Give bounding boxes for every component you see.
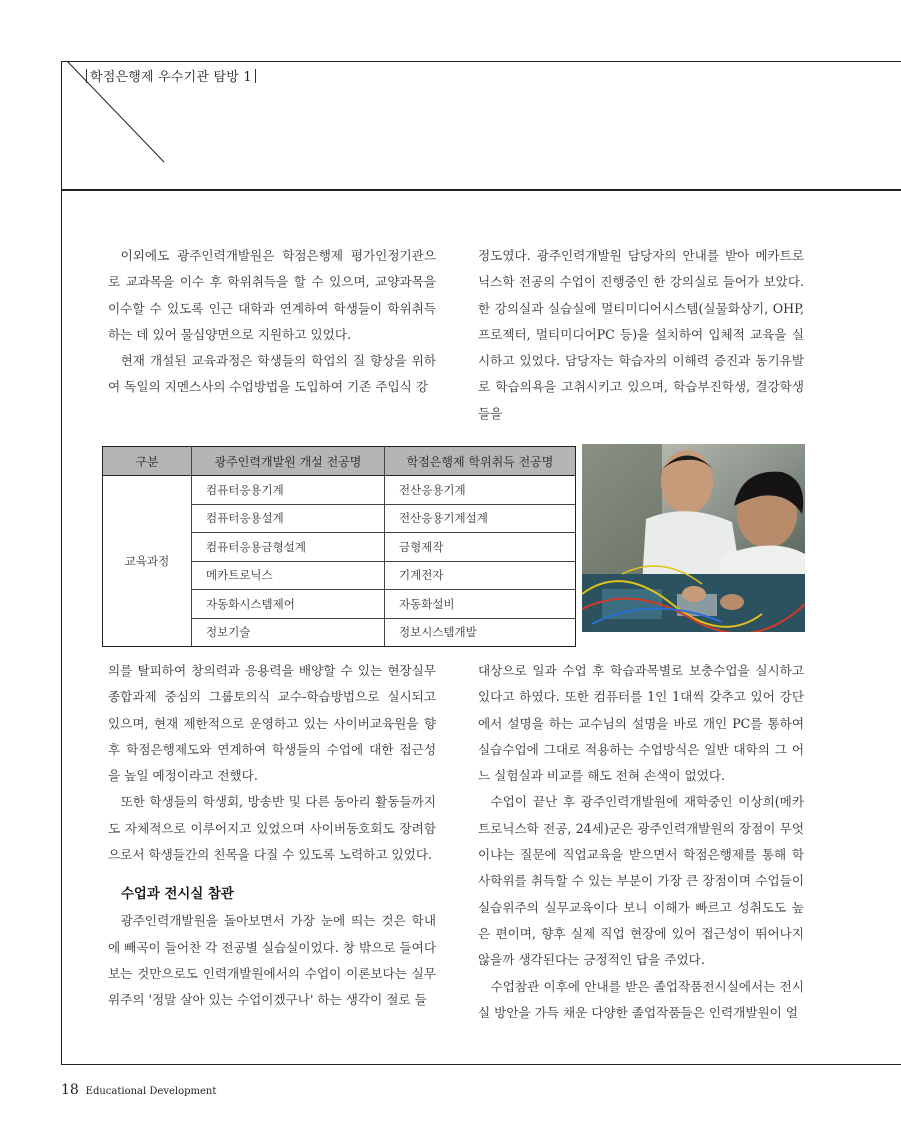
table-cell: 정보기술 xyxy=(192,618,385,647)
page-footer xyxy=(61,1082,216,1098)
table-cell: 기계전자 xyxy=(385,561,576,590)
table-cell: 컴퓨터응용설계 xyxy=(192,504,385,533)
column-bottom-right xyxy=(478,658,804,1026)
table-header-row xyxy=(103,447,576,476)
paragraph: 수업참관 이후에 안내를 받은 졸업작품전시실에서는 전시실 방안을 가득 채운 다양한 졸업작품들은 인력개발원이 얼 xyxy=(478,978,804,1020)
paragraph: 현재 개설된 교육과정은 학생들의 학업의 질 향상을 위하여 독일의 지멘스사의 수업방법을 도입하여 기존 주입식 강 xyxy=(108,353,436,395)
table-cell: 전산응용기계 xyxy=(385,476,576,505)
paragraph: 의를 탈피하여 창의력과 응용력을 배양할 수 있는 현장실무 종합과제 중심의 그룹토의식 교수-학습방법으로 실시되고 있으며, 현재 제한적으로 운영하고 있는 사이버교육원을 향후 학점은행제도와 연계하여 학생들의 수업에 대한 접근성을 높일 예정이라고 전했다. xyxy=(108,663,436,784)
section-title-text: 학점은행제 우수기관 탐방 1 xyxy=(90,70,252,85)
magazine-name: Educational Development xyxy=(85,1086,217,1097)
classroom-photo xyxy=(582,444,805,632)
column-bottom-left xyxy=(108,658,436,1014)
table-header-degree-major: 학점은행제 학위취득 전공명 xyxy=(385,447,576,476)
subheading: 수업과 전시실 참관 xyxy=(121,887,234,903)
table-cell: 메카트로닉스 xyxy=(192,561,385,590)
paragraph: 이외에도 광주인력개발원은 학점은행제 평가인정기관으로 교과목을 이수 후 학위취득을 할 수 있으며, 교양과목을 이수할 수 있도록 인근 대학과 연계하여 학생들이 학위취득하는 데 있어 물심양면으로 지원하고 있었다. xyxy=(108,248,436,342)
table-cell: 정보시스템개발 xyxy=(385,618,576,647)
header-divider xyxy=(61,189,901,191)
title-bar-right xyxy=(255,69,256,83)
table-cell: 자동화시스템제어 xyxy=(192,590,385,619)
column-top-right xyxy=(478,243,804,427)
paragraph: 정도였다. 광주인력개발원 담당자의 안내를 받아 메카트로닉스학 전공의 수업이 진행중인 한 강의실로 들어가 보았다. 한 강의실과 실습실에 멀티미디어시스템(실물화상기, OHP, 프로젝터, 멀티미디어PC 등)을 설치하여 입체적 교육을 실시하고 있었다. 담당자는 학습자의 이해력 증진과 동기유발로 학습의욕을 고취시키고 있으며, 학습부진학생, 결강학생들을 xyxy=(478,248,804,421)
paragraph: 또한 학생들의 학생회, 방송반 및 다른 동아리 활동들까지도 자체적으로 이루어지고 있었으며 사이버동호회도 장려함으로서 학생들간의 친목을 다질 수 있도록 노력하고 있었다. xyxy=(108,794,436,863)
section-title xyxy=(83,66,259,85)
course-table xyxy=(102,446,576,647)
paragraph: 광주인력개발원을 돌아보면서 가장 눈에 띄는 것은 학내에 빼곡이 들어찬 각 전공별 실습실이었다. 창 밖으로 들여다보는 것만으로도 인력개발원에서의 수업이 이론보다는 실무위주의 '정말 살아 있는 수업이겠구나' 하는 생각이 절로 들 xyxy=(108,913,437,1008)
table-header-institute-major: 광주인력개발원 개설 전공명 xyxy=(192,447,385,476)
table-row xyxy=(103,476,576,505)
table-cell: 전산응용기계설계 xyxy=(385,504,576,533)
table-cell: 컴퓨터응용기계 xyxy=(192,476,385,505)
table-header-category: 구분 xyxy=(103,447,192,476)
paragraph: 수업이 끝난 후 광주인력개발원에 재학중인 이상희(메카트로닉스학 전공, 24세)군은 광주인력개발원의 장점이 무엇이냐는 질문에 직업교육을 받으면서 학점은행제를 통해 학사학위를 취득할 수 있는 부분이 가장 큰 장점이며 수업들이 실습위주의 실무교육이다 보니 이해가 빠르고 성취도도 높은 편이며, 향후 실제 직업 현장에 있어 접근성이 뛰어나지 않을까 생각된다는 긍정적인 답을 주었다. xyxy=(478,794,804,968)
table-category-cell: 교육과정 xyxy=(103,476,192,647)
table-cell: 자동화설비 xyxy=(385,590,576,619)
page-number: 18 xyxy=(61,1082,79,1098)
spacer xyxy=(108,868,436,882)
table-cell: 금형제작 xyxy=(385,533,576,562)
table-cell: 컴퓨터응용금형설계 xyxy=(192,533,385,562)
paragraph: 대상으로 일과 수업 후 학습과목별로 보충수업을 실시하고 있다고 하였다. 또한 컴퓨터를 1인 1대씩 갖추고 있어 강단에서 설명을 하는 교수님의 설명을 바로 개인 PC를 통하여 실습수업에 그대로 적용하는 수업방식은 일반 대학의 그 어느 실험실과 비교를 해도 전혀 손색이 없었다. xyxy=(478,663,804,784)
title-bar-left xyxy=(86,69,87,83)
column-top-left xyxy=(108,243,436,401)
